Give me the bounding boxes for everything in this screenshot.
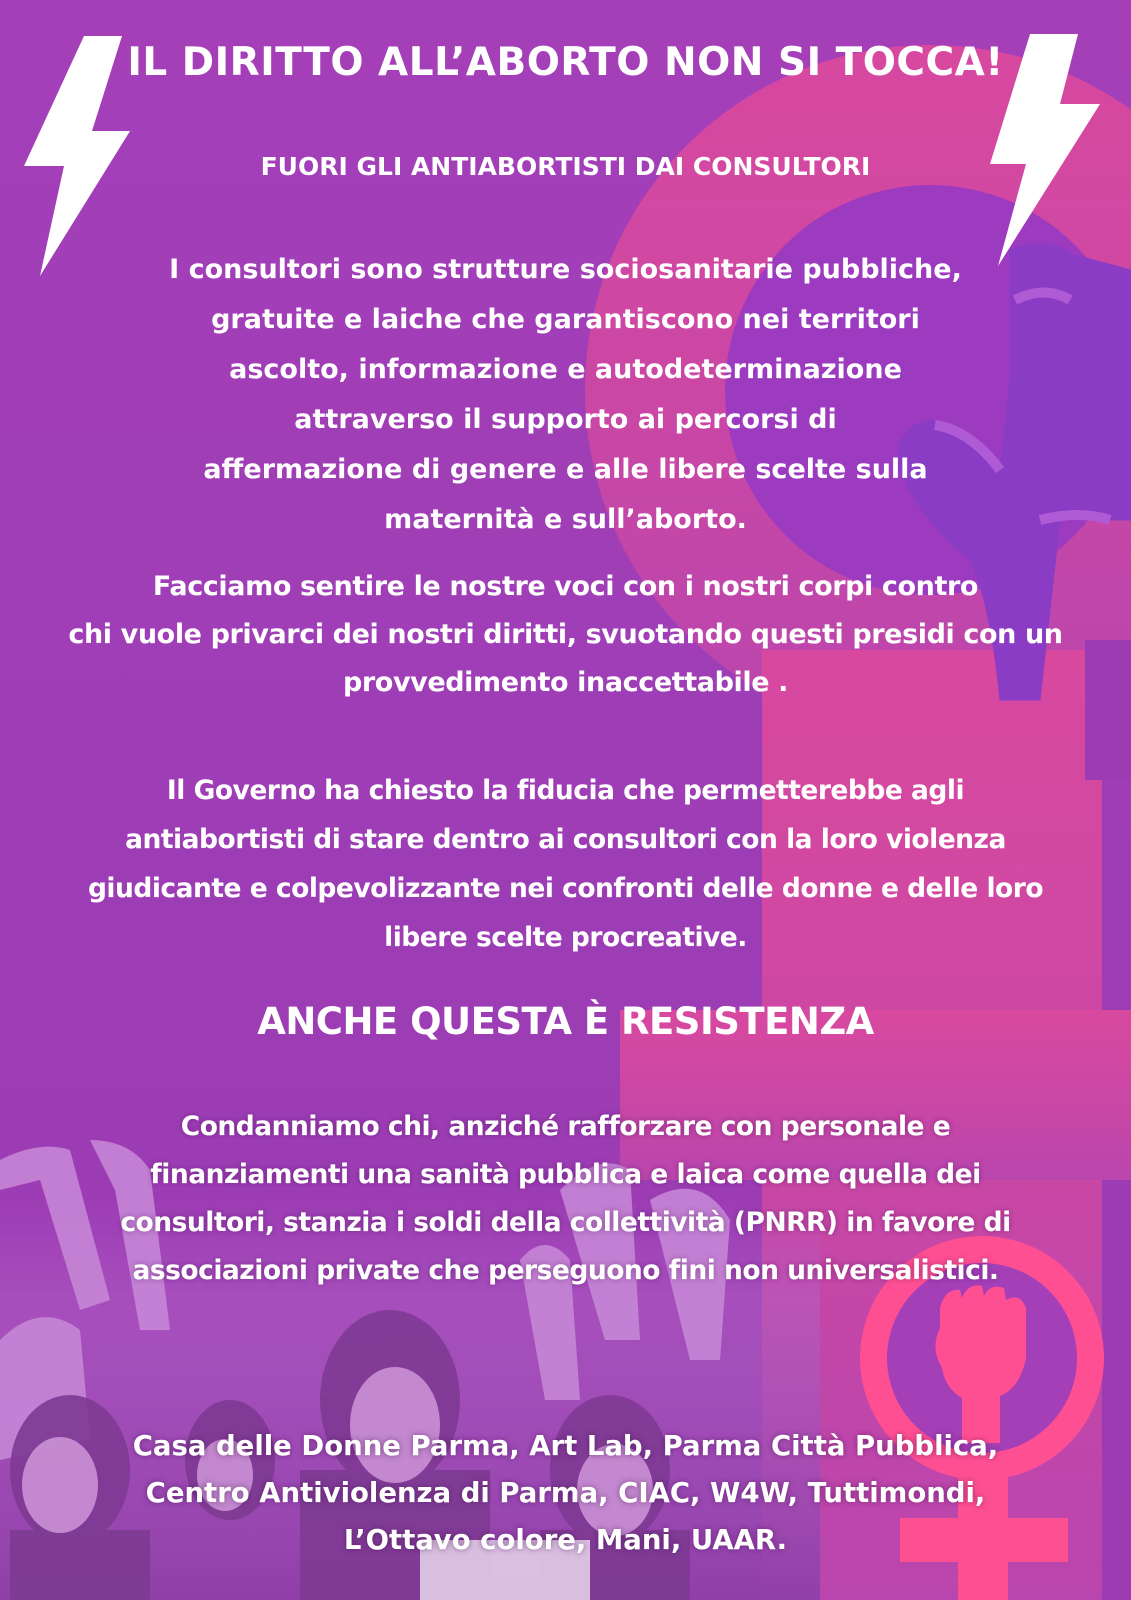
- paragraph-governo: [0, 766, 1131, 962]
- paragraph-line: ascolto, informazione e autodeterminazione: [229, 354, 902, 385]
- paragraph-line: maternità e sull’aborto.: [384, 504, 747, 535]
- paragraph-line: associazioni private che perseguono fini non universalistici.: [132, 1255, 999, 1286]
- paragraph-line: affermazione di genere e alle libere scelte sulla: [203, 454, 928, 485]
- organizations-list: [0, 1423, 1131, 1564]
- organizations-line: Casa delle Donne Parma, Art Lab, Parma Città Pubblica,: [132, 1430, 999, 1462]
- paragraph-line: provvedimento inaccettabile .: [342, 667, 789, 698]
- paragraph-line: libere scelte procreative.: [384, 922, 747, 953]
- paragraph-line: Condanniamo chi, anziché rafforzare con personale e: [180, 1111, 951, 1142]
- subtitle: FUORI GLI ANTIABORTISTI DAI CONSULTORI: [260, 152, 871, 181]
- paragraph-voci: [0, 563, 1131, 707]
- organizations-line: L’Ottavo colore, Mani, UAAR.: [343, 1524, 788, 1556]
- paragraph-line: finanziamenti una sanità pubblica e laica come quella dei: [150, 1159, 981, 1190]
- paragraph-line: consultori, stanzia i soldi della collettività (PNRR) in favore di: [120, 1207, 1011, 1238]
- organizations-line: Centro Antiviolenza di Parma, CIAC, W4W, Tuttimondi,: [145, 1477, 986, 1509]
- paragraph-consultori: [0, 245, 1131, 545]
- paragraph-condanniamo: [0, 1103, 1131, 1295]
- paragraph-line: giudicante e colpevolizzante nei confronti delle donne e delle loro: [87, 873, 1044, 904]
- paragraph-line: I consultori sono strutture sociosanitarie pubbliche,: [169, 254, 962, 285]
- resistenza-heading: ANCHE QUESTA È RESISTENZA: [257, 1000, 874, 1043]
- paragraph-line: Il Governo ha chiesto la fiducia che permetterebbe agli: [166, 775, 965, 806]
- page-title: IL DIRITTO ALL’ABORTO NON SI TOCCA!: [127, 40, 1004, 85]
- paragraph-line: attraverso il supporto ai percorsi di: [294, 404, 837, 435]
- paragraph-line: antiabortisti di stare dentro ai consultori con la loro violenza: [125, 824, 1006, 855]
- paragraph-line: chi vuole privarci dei nostri diritti, svuotando questi presidi con un: [68, 619, 1063, 650]
- paragraph-line: Facciamo sentire le nostre voci con i nostri corpi contro: [152, 571, 979, 602]
- paragraph-line: gratuite e laiche che garantiscono nei territori: [211, 304, 920, 335]
